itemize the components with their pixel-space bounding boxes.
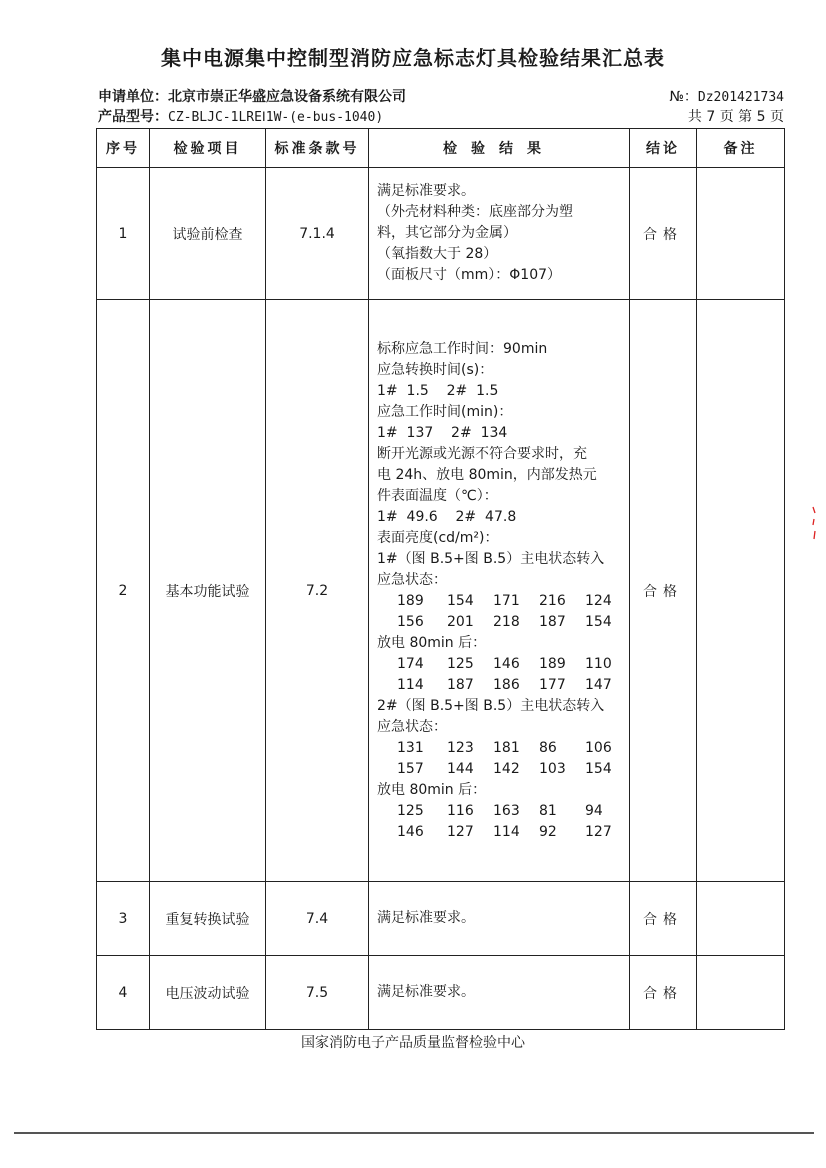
- table-row: [97, 882, 785, 956]
- result-line: （氧指数大于 28）: [377, 246, 498, 262]
- value-cell: 189: [539, 655, 566, 672]
- model-line: [98, 106, 784, 126]
- value-cell: 81: [539, 802, 557, 819]
- header-item: 检验项目: [150, 129, 266, 168]
- value-cell: 86: [539, 739, 557, 756]
- document-title: 集中电源集中控制型消防应急标志灯具检验结果汇总表: [161, 46, 665, 70]
- value-cell: 154: [447, 592, 474, 609]
- applicant-value: 北京市崇正华盛应急设备系统有限公司: [168, 89, 406, 105]
- value-cell: 144: [447, 760, 474, 777]
- value-cell: 157: [397, 760, 424, 777]
- value-cell: 163: [493, 802, 520, 819]
- row-conclusion: 合格: [630, 168, 697, 300]
- row-remark: [697, 956, 785, 1030]
- value-cell: 131: [397, 739, 424, 756]
- value-cell: 186: [493, 676, 520, 693]
- value-cell: 154: [585, 613, 612, 630]
- row-conclusion: 合格: [630, 882, 697, 956]
- model-label: 产品型号：: [98, 109, 168, 125]
- value-cell: 147: [585, 676, 612, 693]
- value-cell: 181: [493, 739, 520, 756]
- value-cell: 125: [447, 655, 474, 672]
- result-line: 断开光源或光源不符合要求时，充: [377, 445, 587, 462]
- result-line: 应急状态：: [377, 718, 447, 735]
- row-no: 1: [97, 168, 150, 300]
- applicant-field: [98, 86, 406, 106]
- row-item: 电压波动试验: [150, 956, 266, 1030]
- value-cell: 116: [447, 802, 474, 819]
- row-item: 试验前检查: [150, 168, 266, 300]
- result-line: 表面亮度(cd/m²)：: [377, 529, 499, 546]
- result-line: （面板尺寸（mm）：Φ107）: [377, 267, 562, 283]
- result-line: 1# 1.5 2# 1.5: [377, 382, 499, 399]
- header-clause: 标准条款号: [266, 129, 369, 168]
- value-cell: 146: [493, 655, 520, 672]
- result-line: （外壳材料种类：底座部分为塑: [377, 204, 573, 220]
- result-line: 1#（图 B.5+图 B.5）主电状态转入: [377, 550, 605, 567]
- value-cell: 187: [447, 676, 474, 693]
- value-cell: 127: [585, 823, 612, 840]
- model-value: CZ-BLJC-1LREⅠ1W-(e-bus-1040): [168, 110, 384, 125]
- result-line: 放电 80min 后：: [377, 634, 487, 651]
- row-no: 4: [97, 956, 150, 1030]
- value-cell: 218: [493, 613, 520, 630]
- value-cell: 123: [447, 739, 474, 756]
- value-cell: 154: [585, 760, 612, 777]
- row-remark: [697, 882, 785, 956]
- row-no: 2: [97, 300, 150, 882]
- page-indicator: 共 7 页 第 5 页: [687, 109, 784, 125]
- result-line: 电 24h、放电 80min，内部发热元: [377, 466, 597, 483]
- value-cell: 114: [397, 676, 424, 693]
- result-line: 放电 80min 后：: [377, 781, 487, 798]
- result-line: 料，其它部分为金属）: [377, 225, 517, 241]
- value-cell: 103: [539, 760, 566, 777]
- row-remark: [697, 300, 785, 882]
- report-number-label: №：: [669, 89, 698, 105]
- applicant-label: 申请单位：: [98, 89, 168, 105]
- model-field: [98, 106, 383, 126]
- value-cell: 114: [493, 823, 520, 840]
- result-line: 应急状态：: [377, 571, 447, 588]
- row-result: [369, 168, 630, 300]
- luminance-values: [377, 801, 625, 843]
- row-remark: [697, 168, 785, 300]
- value-cell: 124: [585, 592, 612, 609]
- header-result: 检验结果: [369, 129, 630, 168]
- row-conclusion: 合格: [630, 956, 697, 1030]
- value-cell: 201: [447, 613, 474, 630]
- value-cell: 106: [585, 739, 612, 756]
- value-cell: 156: [397, 613, 424, 630]
- result-line: 2#（图 B.5+图 B.5）主电状态转入: [377, 697, 605, 714]
- scan-edge-line: [14, 1132, 814, 1134]
- result-line: 1# 137 2# 134: [377, 424, 508, 441]
- red-ink-mark: [811, 505, 817, 545]
- value-cell: 216: [539, 592, 566, 609]
- issuing-center: 国家消防电子产品质量监督检验中心: [301, 1035, 525, 1051]
- value-cell: 92: [539, 823, 557, 840]
- luminance-values: [377, 591, 625, 633]
- result-line: 标称应急工作时间：90min: [377, 340, 548, 357]
- row-result: 满足标准要求。: [369, 882, 630, 956]
- value-cell: 142: [493, 760, 520, 777]
- row-clause: 7.5: [266, 956, 369, 1030]
- table-row: [97, 300, 785, 882]
- row-item: 基本功能试验: [150, 300, 266, 882]
- value-cell: 146: [397, 823, 424, 840]
- result-line: 件表面温度（℃）：: [377, 487, 498, 504]
- row-clause: 7.2: [266, 300, 369, 882]
- value-cell: 127: [447, 823, 474, 840]
- value-cell: 187: [539, 613, 566, 630]
- luminance-values: [377, 654, 625, 696]
- report-number-field: [669, 86, 784, 106]
- row-no: 3: [97, 882, 150, 956]
- result-line: 满足标准要求。: [377, 183, 475, 199]
- result-line: 1# 49.6 2# 47.8: [377, 508, 517, 525]
- report-number-value: Dz201421734: [697, 90, 784, 105]
- value-cell: 174: [397, 655, 424, 672]
- header-conclusion: 结论: [630, 129, 697, 168]
- header-remark: 备注: [697, 129, 785, 168]
- value-cell: 171: [493, 592, 520, 609]
- luminance-values: [377, 738, 625, 780]
- value-cell: 189: [397, 592, 424, 609]
- table-header-row: [97, 129, 785, 168]
- row-item: 重复转换试验: [150, 882, 266, 956]
- table-row: [97, 168, 785, 300]
- results-table: [96, 128, 785, 1030]
- value-cell: 110: [585, 655, 612, 672]
- header-no: 序号: [97, 129, 150, 168]
- row-clause: 7.1.4: [266, 168, 369, 300]
- value-cell: 125: [397, 802, 424, 819]
- row-result: [369, 300, 630, 882]
- row-clause: 7.4: [266, 882, 369, 956]
- result-line: 应急工作时间(min)：: [377, 403, 513, 420]
- result-line: 应急转换时间(s)：: [377, 361, 494, 378]
- row-result: 满足标准要求。: [369, 956, 630, 1030]
- value-cell: 94: [585, 802, 603, 819]
- table-row: [97, 956, 785, 1030]
- value-cell: 177: [539, 676, 566, 693]
- row-conclusion: 合格: [630, 300, 697, 882]
- applicant-line: [98, 86, 784, 106]
